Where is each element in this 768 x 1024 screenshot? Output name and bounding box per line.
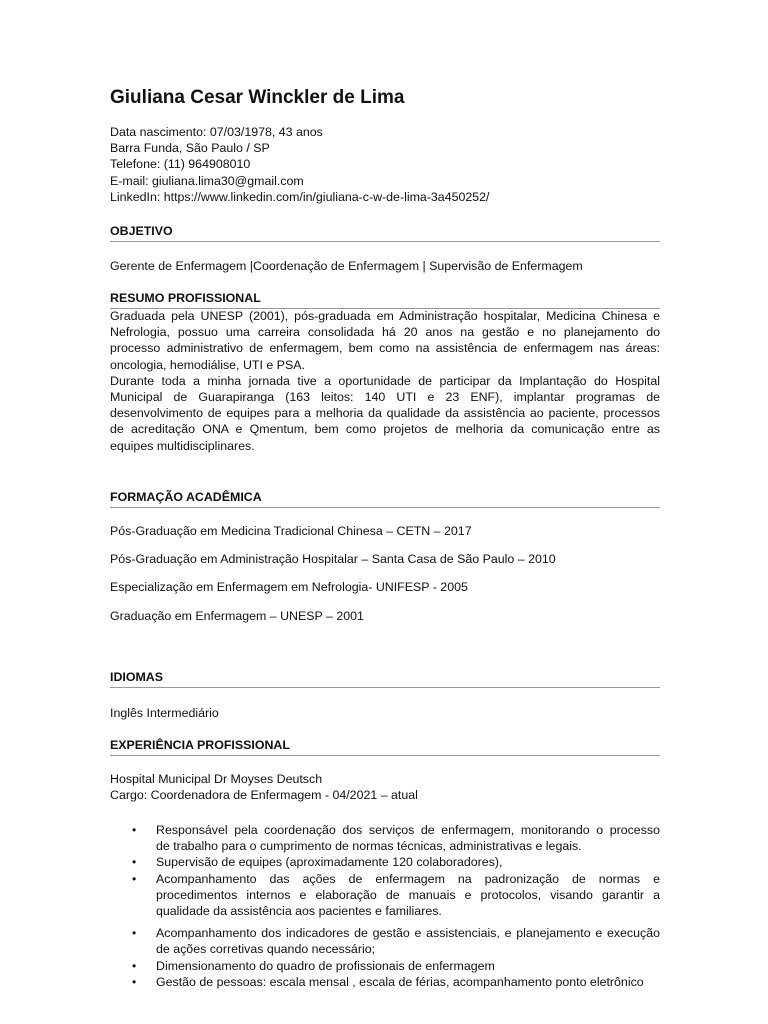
resumo-line: processo administrativo de enfermagem, bem como na assistência de enfermagem nas áreas:	[110, 341, 660, 356]
idiomas-text: Inglês Intermediário	[110, 706, 219, 720]
address: Barra Funda, São Paulo / SP	[110, 141, 270, 156]
email: E-mail: giuliana.lima30@gmail.com	[110, 173, 304, 188]
bullet-line: Responsável pela coordenação dos serviços de enfermagem, monitorando o processo	[156, 823, 660, 837]
education-item: Pós-Graduação em Medicina Tradicional Chinesa – CETN – 2017	[110, 524, 472, 538]
resumo-line: equipes multidisciplinares.	[110, 438, 255, 453]
list-item	[110, 871, 660, 920]
list-item	[110, 925, 660, 957]
resumo-text	[110, 308, 660, 454]
education-item: Especialização em Enfermagem em Nefrologia- UNIFESP - 2005	[110, 580, 468, 594]
bullet-line: Supervisão de equipes (aproximadamente 120 colaboradores),	[156, 855, 503, 870]
bullet-line: Gestão de pessoas: escala mensal , escala de férias, acompanhamento ponto eletrônico	[156, 974, 644, 989]
bullet-line: procedimentos internos e elaboração de manuais e protocolos, visando garantir a	[156, 887, 660, 902]
education-item: Graduação em Enfermagem – UNESP – 2001	[110, 609, 364, 623]
bullet-line: de trabalho para o cumprimento de normas técnicas, administrativas e legais.	[156, 839, 582, 854]
resumo-line: Nefrologia, possuo uma carreira consolidada há 20 anos na gestão e no planejamento do	[110, 325, 660, 340]
section-heading-resumo: RESUMO PROFISSIONAL	[110, 290, 660, 309]
list-item	[110, 854, 660, 870]
phone: Telefone: (11) 964908010	[110, 157, 251, 172]
section-heading-experiencia: EXPERIÊNCIA PROFISSIONAL	[110, 737, 660, 756]
resumo-line: de acreditação ONA e Qmentum, bem como projetos de melhoria da comunicação entre as	[110, 422, 660, 437]
contact-info	[110, 124, 489, 205]
bullet-icon: •	[132, 974, 137, 989]
section-heading-objetivo: OBJETIVO	[110, 223, 660, 242]
linkedin: LinkedIn: https://www.linkedin.com/in/giuliana-c-w-de-lima-3a450252/	[110, 189, 490, 204]
section-heading-idiomas: IDIOMAS	[110, 669, 660, 688]
list-item	[110, 822, 660, 854]
bullet-icon: •	[132, 855, 137, 870]
section-heading-formacao: FORMAÇÃO ACADÊMICA	[110, 489, 660, 508]
education-item: Pós-Graduação em Administração Hospitalar – Santa Casa de São Paulo – 2010	[110, 552, 556, 566]
list-item	[110, 958, 660, 974]
birth-date: Data nascimento: 07/03/1978, 43 anos	[110, 125, 323, 139]
bullet-line: qualidade da assistência aos pacientes e familiares.	[156, 904, 442, 919]
bullet-line: de ações corretivas quando necessário;	[156, 942, 376, 957]
responsibilities-list	[110, 822, 660, 990]
bullet-line: Acompanhamento dos indicadores de gestão e assistenciais, e planejamento e execução	[156, 926, 660, 941]
bullet-icon: •	[132, 871, 137, 886]
bullet-line: Acompanhamento das ações de enfermagem na padronização de normas e	[156, 871, 660, 886]
bullet-icon: •	[132, 823, 137, 837]
resumo-line: Graduada pela UNESP (2001), pós-graduada em Administração hospitalar, Medicina Chinesa e	[110, 309, 660, 323]
objetivo-text: Gerente de Enfermagem |Coordenação de Enfermagem | Supervisão de Enfermagem	[110, 259, 583, 273]
bullet-icon: •	[132, 958, 137, 973]
list-item	[110, 974, 660, 990]
resumo-line: desenvolvimento de equipes para a melhoria da qualidade da assistência ao paciente, processos	[110, 406, 660, 421]
bullet-icon: •	[132, 926, 137, 941]
resumo-line: Municipal de Guarapiranga (163 leitos: 140 UTI e 23 ENF), implantar programas de	[110, 390, 660, 405]
resumo-line: Durante toda a minha jornada tive a oportunidade de participar da Implantação do Hospital	[110, 373, 660, 388]
bullet-line: Dimensionamento do quadro de profissionais de enfermagem	[156, 958, 495, 973]
candidate-name: Giuliana Cesar Winckler de Lima	[110, 87, 405, 108]
resumo-line: oncologia, hemodiálise, UTI e PSA.	[110, 357, 305, 372]
job-role: Cargo: Coordenadora de Enfermagem - 04/2021 – atual	[110, 788, 418, 802]
employer-name: Hospital Municipal Dr Moyses Deutsch	[110, 772, 323, 786]
